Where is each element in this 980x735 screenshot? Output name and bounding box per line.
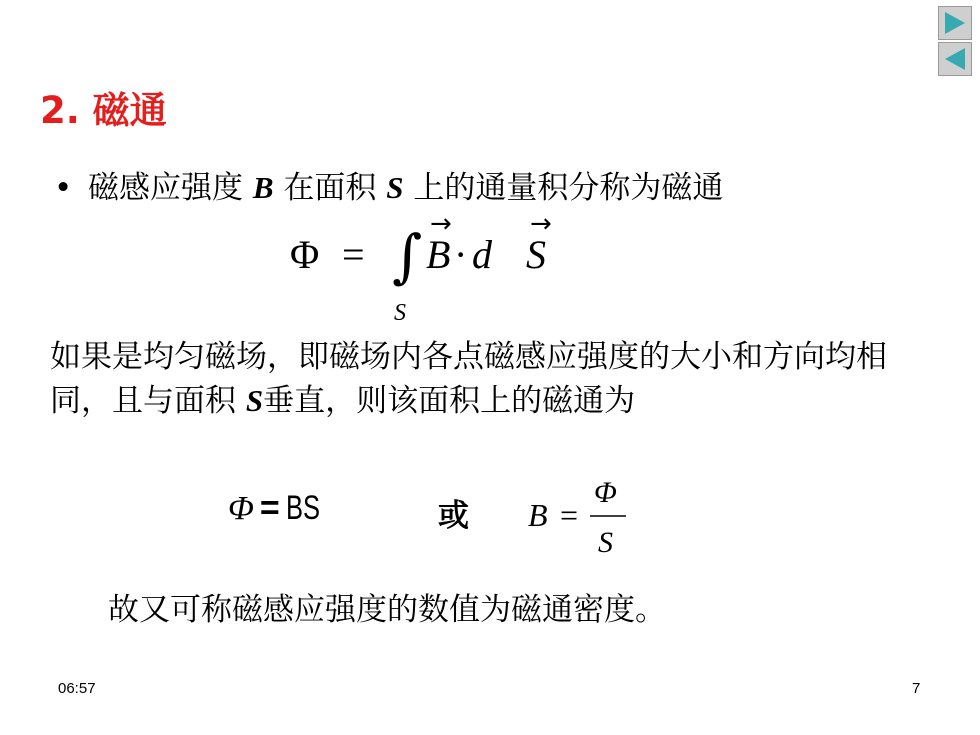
previous-slide-button[interactable] [938, 42, 972, 76]
bullet-definition [54, 162, 723, 207]
formula-phi: Φ [290, 232, 320, 277]
slide-number: 7 [912, 680, 921, 697]
paragraph-text-b: 垂直，则该面积上的磁通为 [263, 383, 636, 419]
bullet-text-c: 上的通量积分称为磁通 [403, 170, 724, 206]
symbol-b: B [252, 170, 274, 205]
formula3-numerator: Φ [594, 476, 617, 509]
slide-navigation [938, 6, 974, 78]
flux-density-formula [528, 474, 638, 572]
play-right-icon [945, 12, 965, 34]
symbol-s: S [386, 170, 404, 205]
slide-title: 2. 磁通 [40, 89, 167, 132]
flux-product-formula [228, 488, 331, 528]
bullet-marker: • [54, 170, 73, 206]
play-left-icon [945, 48, 965, 70]
footer-time: 06:57 [58, 680, 96, 697]
flux-integral-formula [290, 209, 590, 338]
or-label: 或 [438, 498, 469, 534]
closing-sentence: 故又可称磁感应强度的数值为磁通密度。 [108, 592, 666, 628]
bullet-text-b: 在面积 [273, 170, 387, 206]
integral-sign: ∫ [392, 222, 423, 290]
flux-density-svg [528, 474, 638, 564]
formula2-bs: BS [285, 489, 320, 527]
differential-d: d [472, 232, 492, 277]
vector-arrow-b: → [430, 209, 452, 239]
uniform-field-paragraph [50, 336, 930, 423]
integral-subscript: S [394, 300, 406, 326]
vector-b: B [426, 232, 451, 277]
formula3-equals: = [560, 497, 579, 533]
paragraph-symbol-s: S [245, 383, 264, 418]
bullet-text-a: 磁感应强度 [88, 170, 253, 206]
dot-product: · [454, 232, 468, 277]
next-slide-button[interactable] [938, 6, 972, 40]
vector-arrow-s: → [530, 209, 552, 239]
formula2-equals: = [259, 489, 280, 527]
vector-s: S [526, 232, 546, 277]
formula3-denominator: S [598, 526, 613, 559]
paragraph-text-a: 如果是均匀磁场，即磁场内各点磁感应强度的大小和方向均相同，且与面积 [50, 339, 887, 419]
formula2-phi: Φ [228, 490, 254, 527]
flux-integral-svg [290, 209, 590, 328]
formula-equals: = [342, 232, 365, 277]
formula3-b: B [528, 497, 548, 533]
